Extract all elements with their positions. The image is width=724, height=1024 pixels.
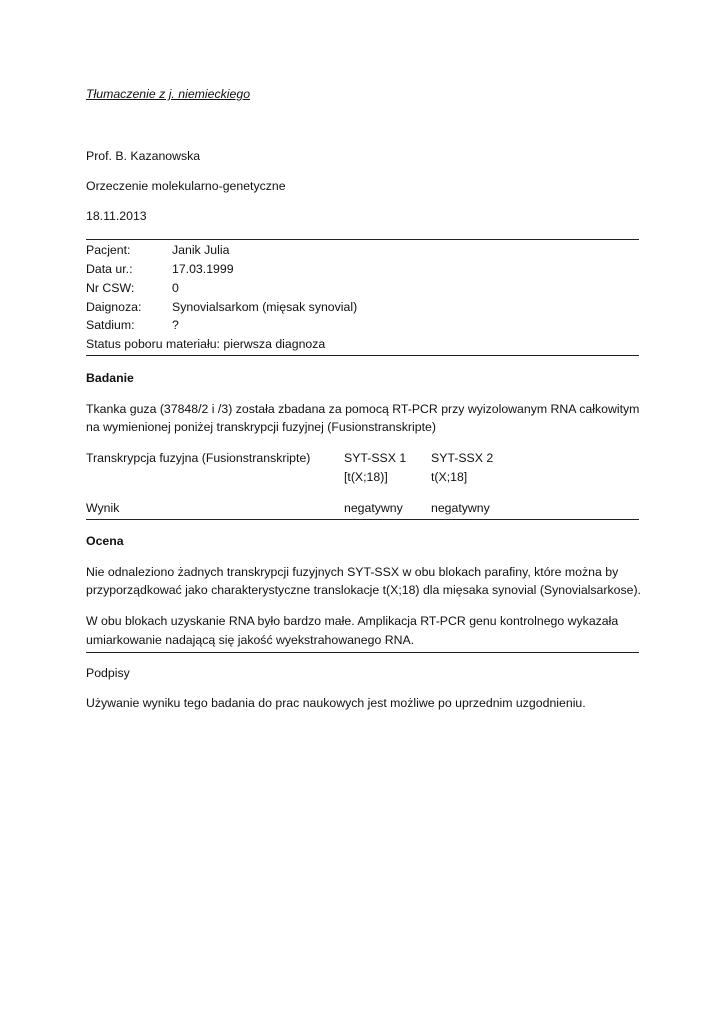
divider-top: [86, 239, 639, 240]
author-name: Prof. B. Kazanowska: [86, 149, 201, 163]
col1-name: SYT-SSX 1: [344, 451, 407, 465]
diagnosis-value: Synovialsarkom (mięsak synovial): [172, 300, 358, 314]
translation-note: Tłumaczenie z j. niemieckiego: [86, 87, 251, 101]
patient-label: Pacjent:: [86, 243, 131, 257]
ocena-p2-line-1: W obu blokach uzyskanie RNA było bardzo małe. Amplikacja RT-PCR genu kontrolnego wykazała: [86, 614, 619, 628]
dob-value: 17.03.1999: [172, 262, 234, 276]
col1-translocation: [t(X;18)]: [344, 470, 388, 484]
badanie-line-1: Tkanka guza (37848/2 i /3) została zbadana za pomocą RT-PCR przy wyizolowanym RNA całkowitym: [86, 402, 640, 416]
document-date: 18.11.2013: [86, 209, 147, 223]
dob-label: Data ur.:: [86, 262, 133, 276]
ocena-p1-line-1: Nie odnaleziono żadnych transkrypcji fuzyjnych SYT-SSX w obu blokach parafiny, które można by: [86, 565, 619, 579]
ocena-heading: Ocena: [86, 534, 124, 548]
document-title: Orzeczenie molekularno-genetyczne: [86, 179, 286, 193]
col1-result: negatywny: [344, 501, 403, 515]
material-status: Status poboru materiału: pierwsza diagnoza: [86, 337, 326, 351]
patient-value: Janik Julia: [172, 243, 230, 257]
stage-value: ?: [172, 318, 179, 332]
ocena-p1-line-2: przyporządkować jako charakterystyczne translokacje t(X;18) dla mięsaka synovial (Synovialsarkose).: [86, 583, 641, 597]
badanie-heading: Badanie: [86, 371, 134, 385]
csw-value: 0: [172, 281, 179, 295]
csw-label: Nr CSW:: [86, 281, 135, 295]
result-label: Wynik: [86, 501, 120, 515]
fusion-row-label: Transkrypcja fuzyjna (Fusionstranskripte): [86, 451, 311, 465]
col2-result: negatywny: [431, 501, 490, 515]
badanie-line-2: na wymienionej poniżej transkrypcji fuzyjnej (Fusionstranskripte): [86, 420, 436, 434]
col2-translocation: t(X;18]: [431, 470, 468, 484]
divider-patient-bottom: [86, 355, 639, 356]
signatures-label: Podpisy: [86, 666, 130, 680]
ocena-p2-line-2: umiarkowanie nadającą się jakość wyekstrahowanego RNA.: [86, 633, 415, 647]
divider-results-bottom: [86, 519, 639, 520]
divider-ocena-bottom: [86, 652, 639, 653]
diagnosis-label: Daignoza:: [86, 300, 142, 314]
footer-note: Używanie wyniku tego badania do prac naukowych jest możliwe po uprzednim uzgodnieniu.: [86, 696, 586, 710]
col2-name: SYT-SSX 2: [431, 451, 494, 465]
stage-label: Satdium:: [86, 318, 135, 332]
